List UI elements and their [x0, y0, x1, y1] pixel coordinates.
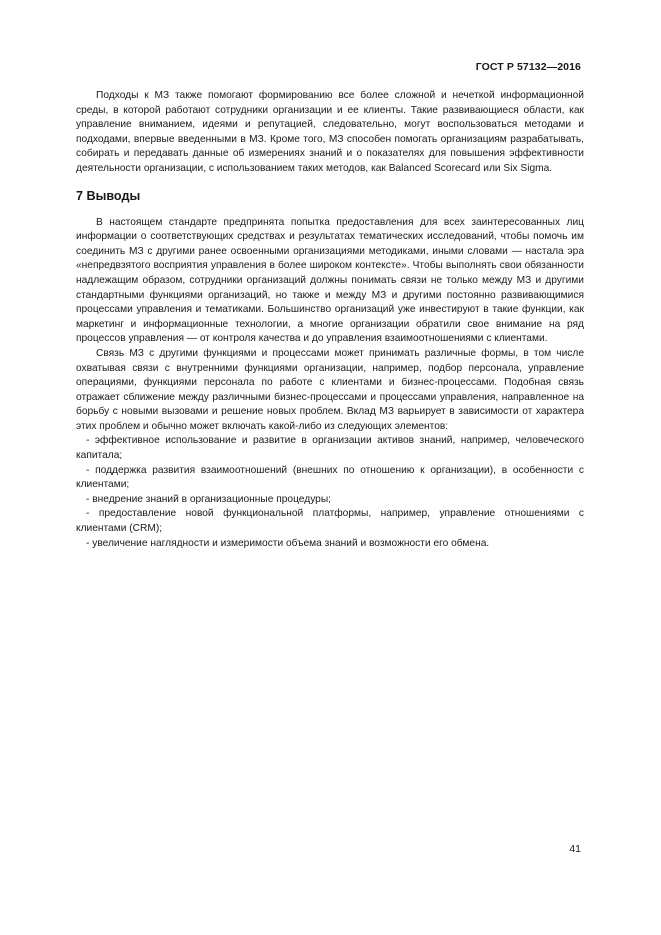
- list-item: - предоставление новой функциональной платформы, например, управление отношениями с клиентами (CRM);: [76, 508, 584, 535]
- list-item: - увеличение наглядности и измеримости объема знаний и возможности его обмена.: [86, 537, 490, 549]
- contribution-list: [76, 434, 584, 551]
- list-item: - эффективное использование и развитие в организации активов знаний, например, человеческого капитала;: [76, 435, 584, 462]
- intro-paragraph: Подходы к МЗ также помогают формированию все более сложной и нечеткой информационной среды, в которой работают сотрудники организации и ее клиенты. Такие развивающиеся области, как управление вниманием, идеями и репутацией, следовательно, могут воспользоваться методами и подходами, впервые введенными в МЗ. Кроме того, МЗ способен помогать организациям разрабатывать, собирать и передавать данные об измерениях знаний и о показателях для повышения эффективности деятельности организации, с использованием таких методов, как Balanced Scorecard или Six Sigma.: [76, 90, 584, 174]
- conclusions-paragraph-1: В настоящем стандарте предпринята попытка предоставления для всех заинтересованных лиц информации о соответствующих средствах и результатах тематических исследований, чтобы помочь им соединить МЗ с другими ранее освоенными организациями методиками, иными словами — настала эра «непредвзятого восприятия управления в более широком контексте». Чтобы выполнять свои обязанности надлежащим образом, сотрудники организаций должны понимать связи не только между МЗ и другими стандартными функциями организаций, но также и между МЗ и другими постоянно развивающимися процессами управления и тематиками. Большинство организаций уже инвестируют в такие функции, как маркетинг и информационные технологии, а многие организации обратили свое внимание на ряд процессов управления — от контроля качества и до управления взаимоотношениями с клиентами.: [76, 216, 584, 345]
- page-content: [76, 89, 584, 551]
- list-item: - поддержка развития взаимоотношений (внешних по отношению к организации), в особенности с клиентами;: [76, 464, 584, 491]
- standard-header: ГОСТ Р 57132—2016: [475, 61, 581, 73]
- section-heading: 7 Выводы: [76, 188, 141, 203]
- conclusions-paragraph-2: Связь МЗ с другими функциями и процессами может принимать различные формы, в том числе охватывая связи с внутренними функциями организации, например, подбор персонала, управление операциями, функциями персонала по работе с клиентами и бизнес-процессами. Подобная связь отражает сближение между различными бизнес-процессами и процессами управления, направленное на борьбу с новыми вызовами и решение новых проблем. Вклад МЗ варьирует в зависимости от характера этих проблем и обычно может включать какой-либо из следующих элементов:: [76, 347, 584, 432]
- page-number: 41: [569, 843, 581, 855]
- list-item: - внедрение знаний в организационные процедуры;: [86, 493, 331, 505]
